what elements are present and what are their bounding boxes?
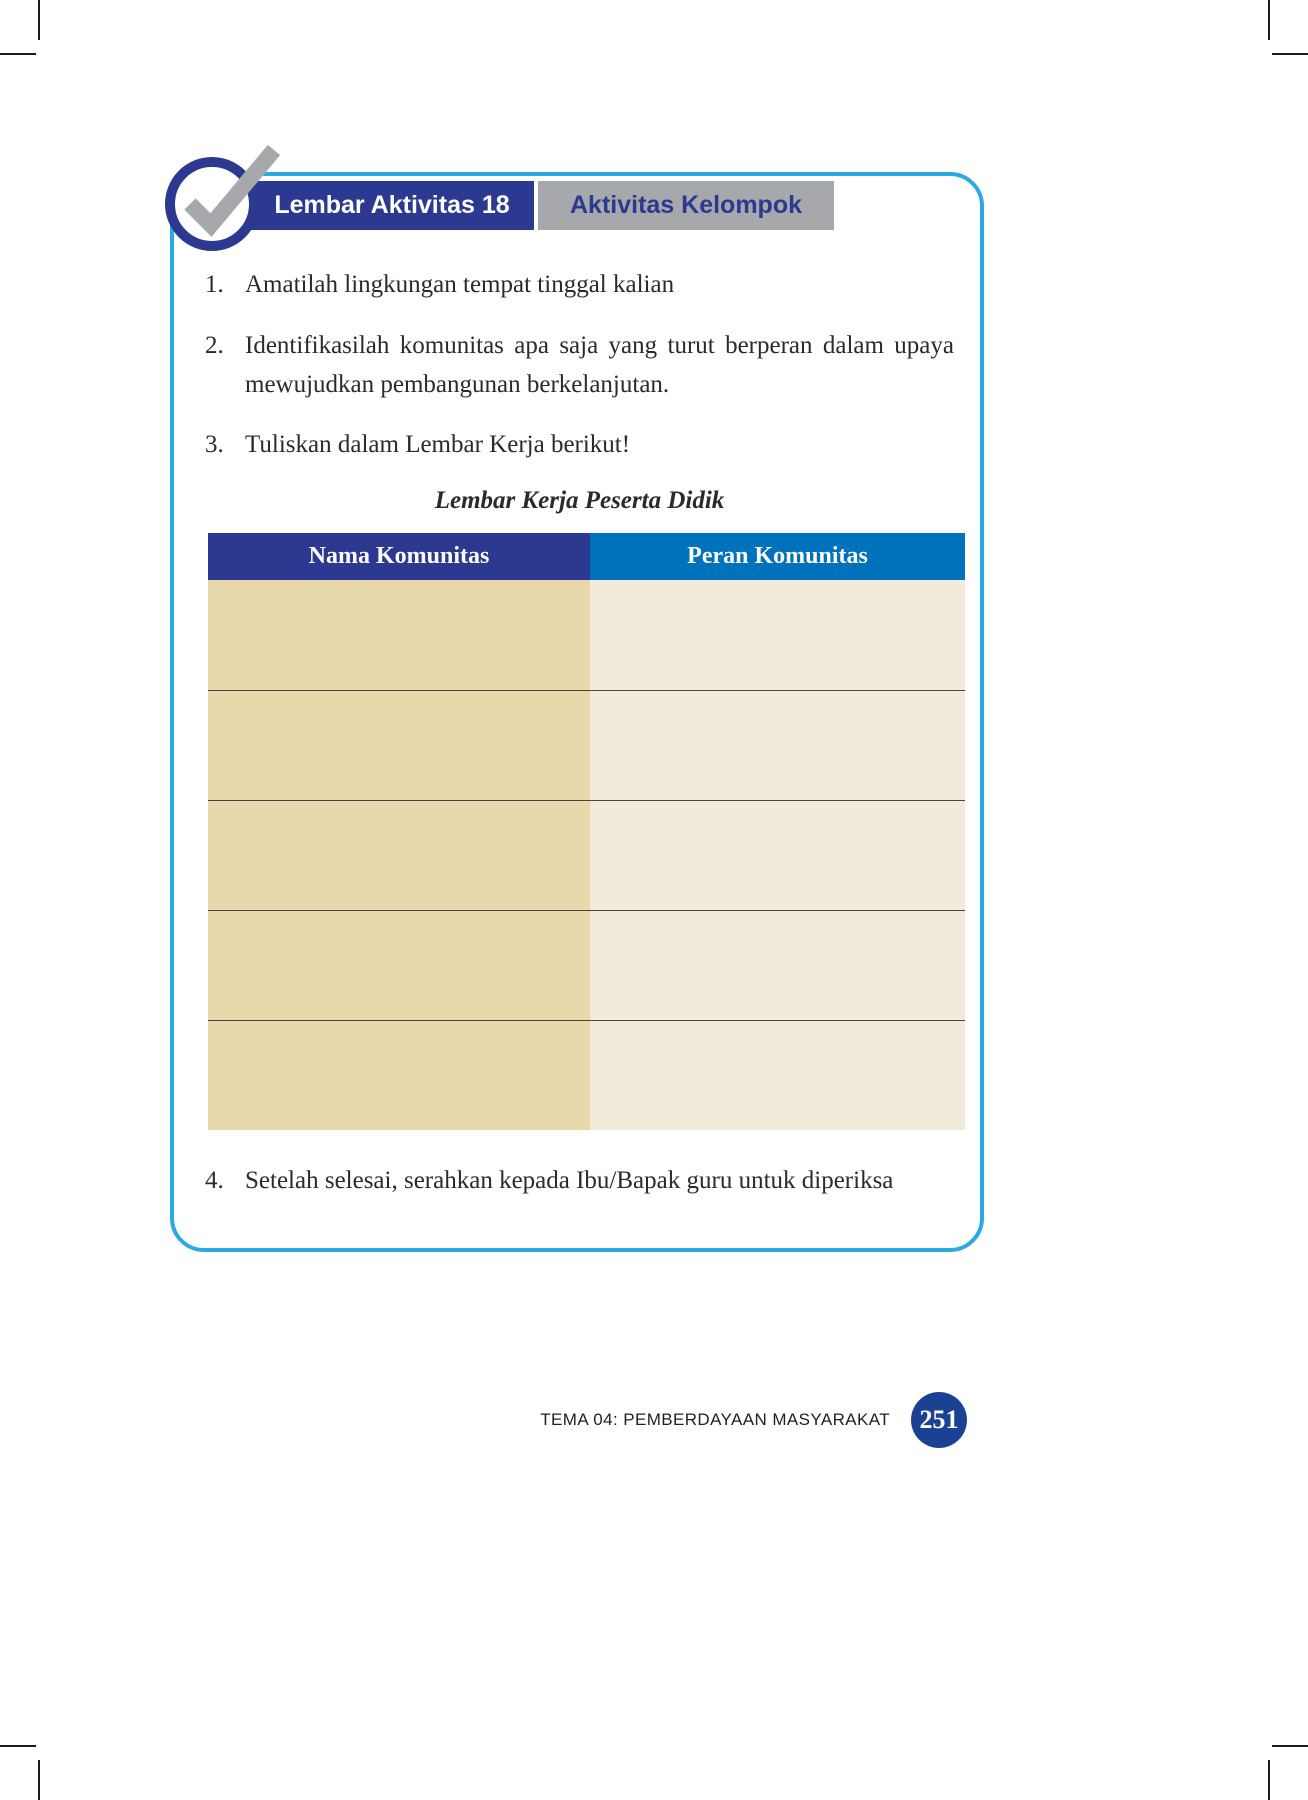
crop-mark <box>1272 1745 1308 1747</box>
worksheet-cell-peran-komunitas <box>590 911 965 1020</box>
instruction-text: Tuliskan dalam Lembar Kerja berikut! <box>245 431 631 459</box>
worksheet-cell-peran-komunitas <box>590 801 965 910</box>
page-footer <box>540 1392 967 1448</box>
worksheet-row <box>208 1020 965 1130</box>
instruction-item-1 <box>205 266 954 305</box>
checkmark-circle-icon <box>158 140 290 256</box>
instruction-text: Identifikasilah komunitas apa saja yang turut berperan dalam upaya mewujudkan pembangunan berkelanjutan. <box>245 331 954 398</box>
worksheet-row <box>208 910 965 1020</box>
worksheet-cell-peran-komunitas <box>590 580 965 690</box>
worksheet-cell-nama-komunitas <box>208 580 590 690</box>
worksheet-body <box>208 580 965 1130</box>
worksheet-title: Lembar Kerja Peserta Didik <box>434 487 725 514</box>
worksheet-table-header <box>208 533 965 580</box>
worksheet-cell-nama-komunitas <box>208 691 590 800</box>
instruction-item-3 <box>205 426 954 465</box>
crop-mark <box>1268 1760 1270 1800</box>
crop-mark <box>1272 53 1308 55</box>
worksheet-row <box>208 800 965 910</box>
instruction-number: 1. <box>205 271 224 298</box>
worksheet-table <box>208 533 965 1130</box>
worksheet-cell-nama-komunitas <box>208 801 590 910</box>
instruction-number: 2. <box>205 331 224 359</box>
worksheet-cell-nama-komunitas <box>208 1021 590 1130</box>
worksheet-cell-peran-komunitas <box>590 1021 965 1130</box>
activity-sheet-title: Lembar Aktivitas 18 <box>250 181 534 230</box>
crop-mark <box>1268 0 1270 40</box>
worksheet-row <box>208 690 965 800</box>
worksheet-row <box>208 580 965 690</box>
crop-mark <box>38 0 40 40</box>
activity-sheet-frame <box>170 172 984 1252</box>
instruction-number: 3. <box>205 431 224 459</box>
crop-mark <box>38 1760 40 1800</box>
column-header-nama-komunitas: Nama Komunitas <box>208 533 590 580</box>
chapter-footer-label: TEMA 04: PEMBERDAYAAN MASYARAKAT <box>540 1410 890 1429</box>
instruction-number: 4. <box>205 1167 224 1194</box>
crop-mark <box>0 53 36 55</box>
column-header-peran-komunitas: Peran Komunitas <box>590 533 965 580</box>
worksheet-cell-nama-komunitas <box>208 911 590 1020</box>
instruction-item-4 <box>205 1162 954 1201</box>
activity-sheet-content <box>174 176 980 1201</box>
crop-mark <box>0 1745 36 1747</box>
page-number-badge: 251 <box>911 1392 967 1448</box>
instruction-item-2 <box>205 327 954 405</box>
instruction-text: Setelah selesai, serahkan kepada Ibu/Bapak guru untuk diperiksa <box>245 1167 894 1194</box>
activity-type-badge: Aktivitas Kelompok <box>538 181 834 230</box>
instruction-text: Amatilah lingkungan tempat tinggal kalian <box>245 271 675 298</box>
worksheet-cell-peran-komunitas <box>590 691 965 800</box>
